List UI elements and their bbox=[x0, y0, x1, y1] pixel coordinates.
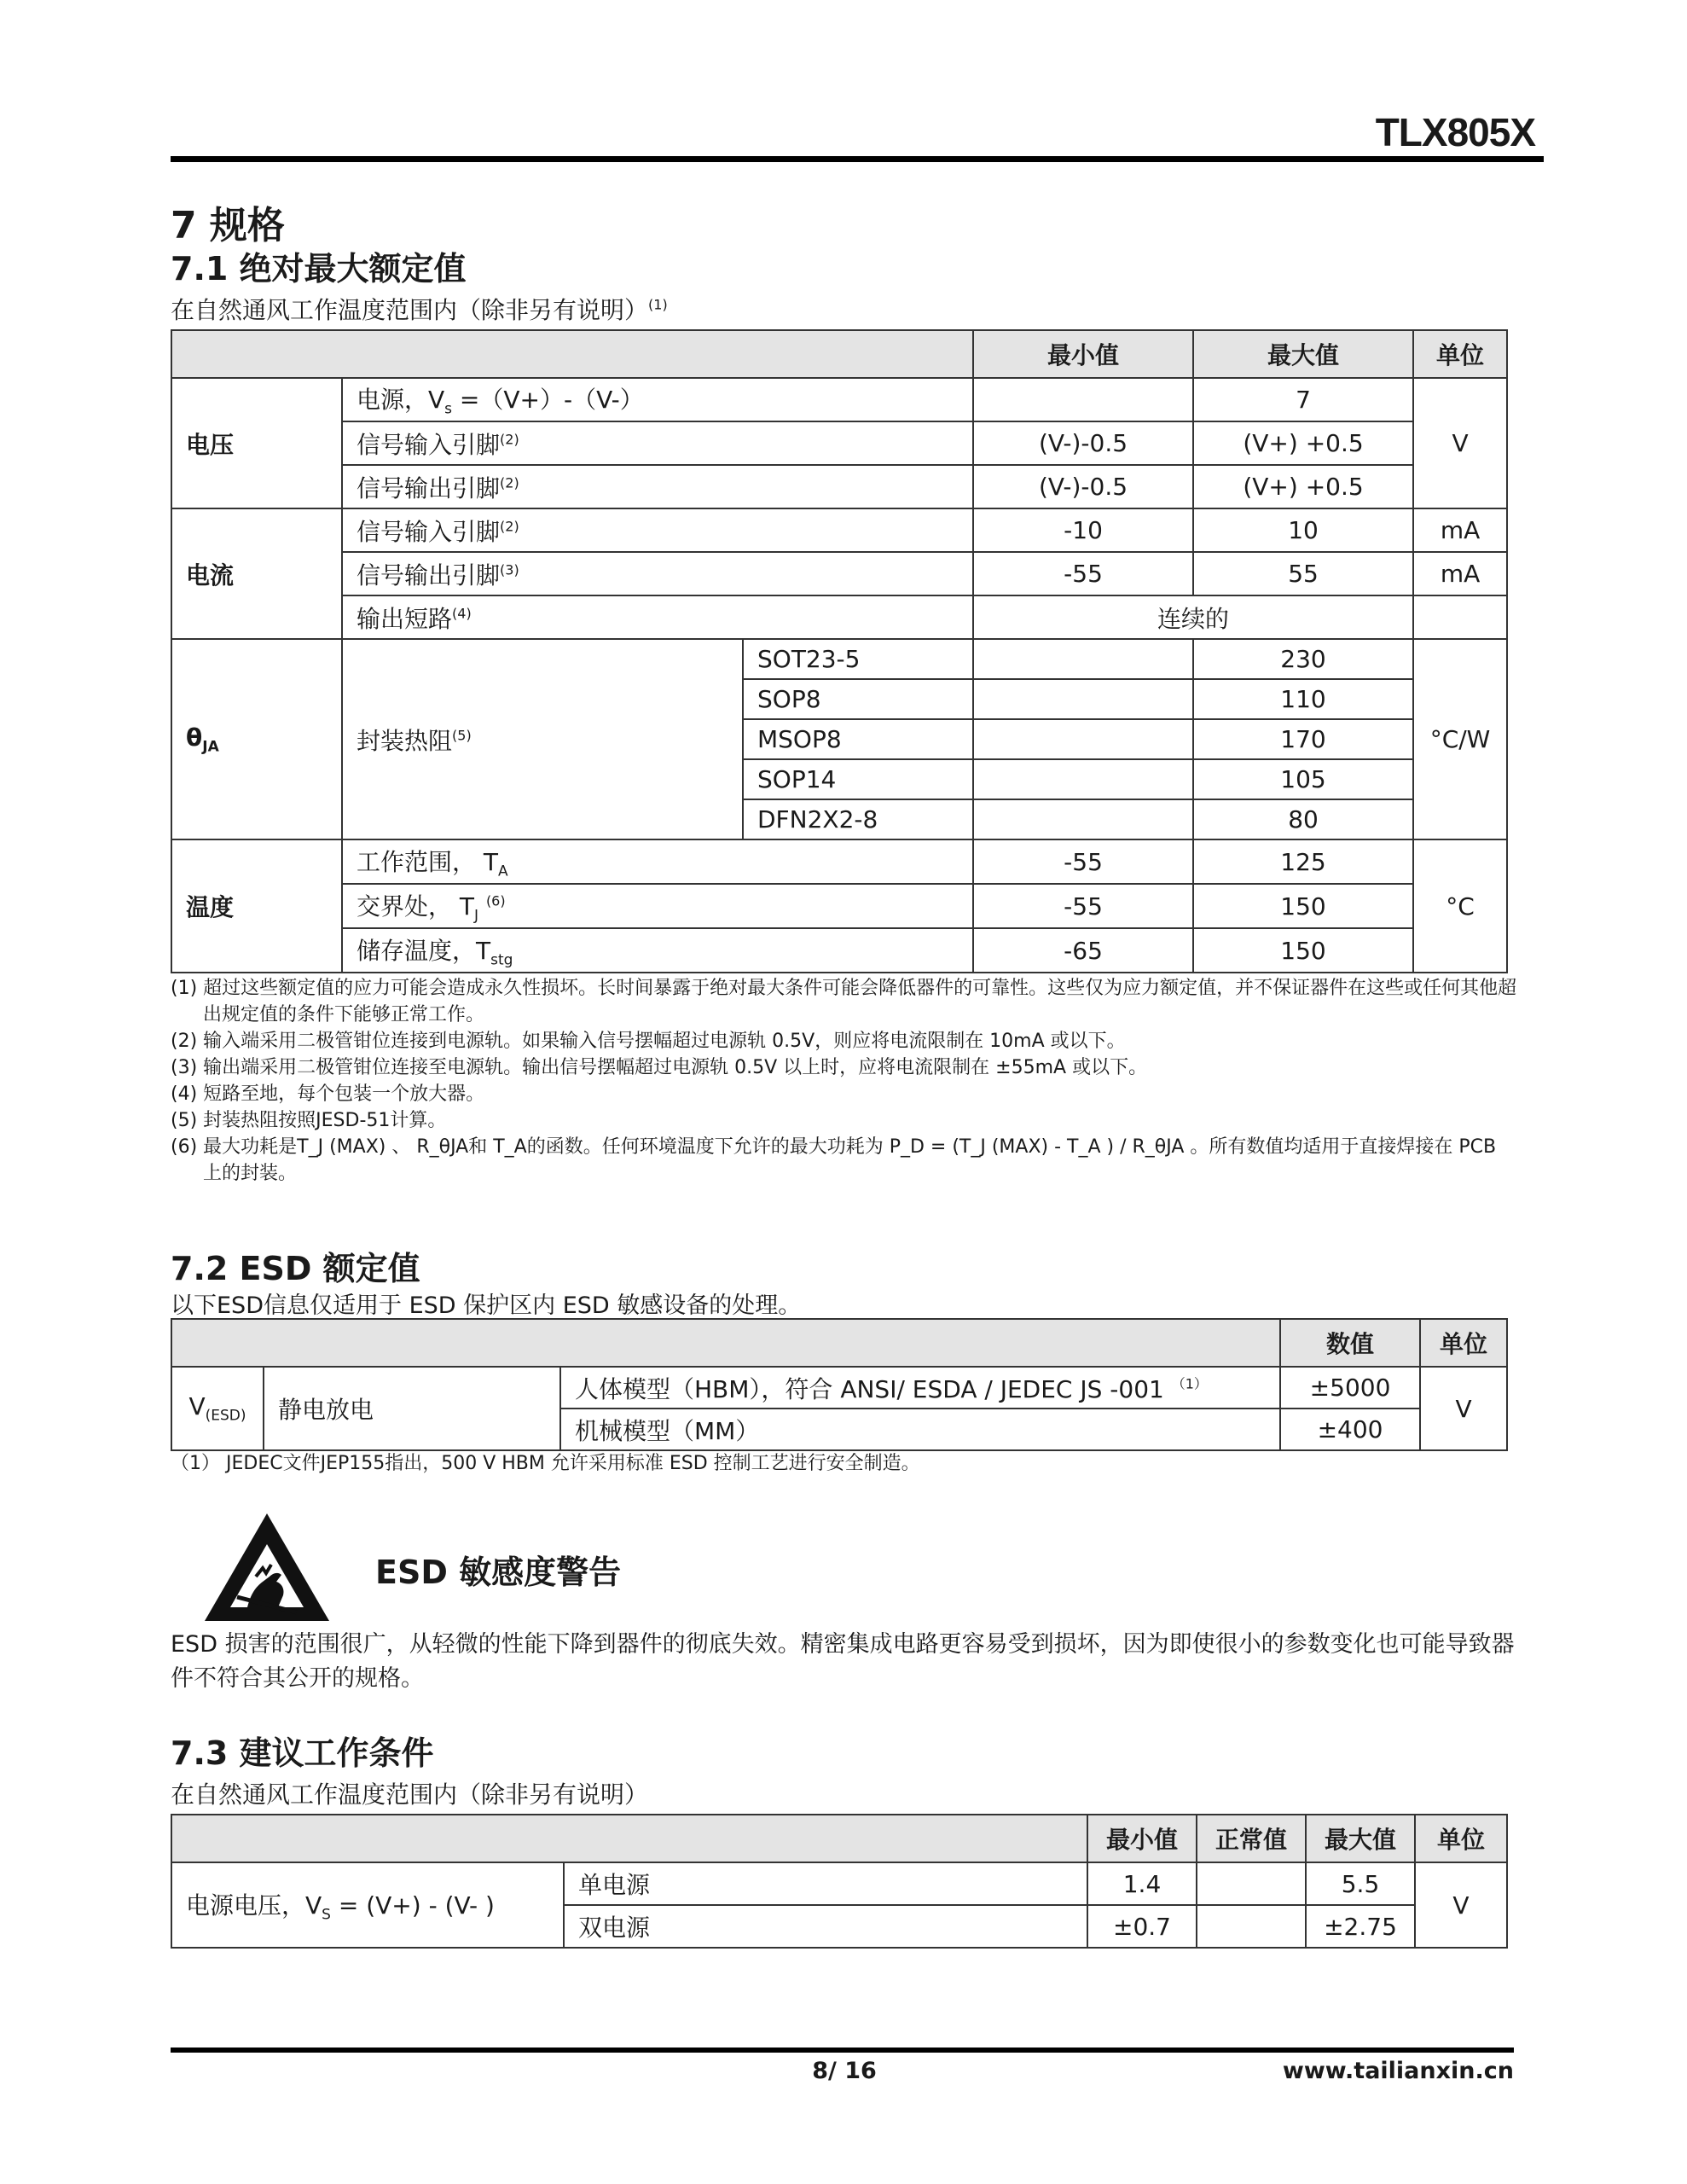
section-7-2-subtitle: 以下ESD信息仅适用于 ESD 保护区内 ESD 敏感设备的处理。 bbox=[171, 1292, 802, 1319]
voltage-unit: V bbox=[1413, 378, 1507, 508]
package-min bbox=[973, 679, 1193, 719]
package-name: SOP14 bbox=[743, 759, 973, 799]
recommended-conditions-table bbox=[171, 1814, 1508, 1949]
voltage-input-min: (V-)-0.5 bbox=[973, 421, 1193, 465]
dual-supply-min: ±0.7 bbox=[1087, 1905, 1197, 1948]
operating-min: -55 bbox=[973, 839, 1193, 884]
package-max: 110 bbox=[1193, 679, 1413, 719]
output-short-value: 连续的 bbox=[973, 595, 1413, 639]
section-7-3-subtitle: 在自然通风工作温度范围内（除非另有说明） bbox=[171, 1780, 649, 1809]
esd-unit: V bbox=[1420, 1367, 1507, 1450]
supply-min bbox=[973, 378, 1193, 421]
esd-header-blank bbox=[171, 1319, 1280, 1367]
esd-model-mm: 机械模型（MM） bbox=[560, 1409, 1280, 1450]
footer-rule bbox=[171, 2048, 1514, 2053]
package-max: 80 bbox=[1193, 799, 1413, 839]
current-input-pin-label: 信号输入引脚$^{(2)}$ bbox=[342, 508, 973, 552]
section-7-2-title: 7.2 ESD 额定值 bbox=[171, 1250, 420, 1287]
section-7-1-title: 7.1 绝对最大额定值 bbox=[171, 250, 467, 288]
current-output-min: -55 bbox=[973, 552, 1193, 595]
current-input-max: 10 bbox=[1193, 508, 1413, 552]
esd-description: 静电放电 bbox=[264, 1367, 560, 1450]
esd-header-unit: 单位 bbox=[1420, 1319, 1507, 1367]
note-5: (5) 封装热阻按照JESD-51计算。 bbox=[171, 1110, 447, 1131]
rec-header-max: 最大值 bbox=[1306, 1815, 1415, 1862]
voltage-input-pin-label: 信号输入引脚$^{(2)}$ bbox=[342, 421, 973, 465]
current-label: 电流 bbox=[171, 508, 342, 639]
rec-header-typ: 正常值 bbox=[1197, 1815, 1306, 1862]
abs-max-notes bbox=[171, 975, 1518, 1187]
esd-model-hbm: 人体模型（HBM），符合 ANSI/ ESDA / JEDEC JS -001 $^{(1)}$ bbox=[560, 1367, 1280, 1409]
package-name: DFN2X2-8 bbox=[743, 799, 973, 839]
current-output-unit: mA bbox=[1413, 552, 1507, 595]
esd-warning-body: ESD 损害的范围很广，从轻微的性能下降到器件的彻底失效。精密集成电路更容易受到损坏，因为即使很小的参数变化也可能导致器件不符合其公开的规格。 bbox=[171, 1631, 1515, 1692]
single-supply-max: 5.5 bbox=[1306, 1862, 1415, 1905]
package-name: SOP8 bbox=[743, 679, 973, 719]
header-unit: 单位 bbox=[1413, 330, 1507, 378]
rec-header-unit: 单位 bbox=[1415, 1815, 1507, 1862]
storage-temp-label: 储存温度，$T_{stg}$ bbox=[342, 928, 973, 973]
current-output-pin-label: 信号输出引脚$^{(3)}$ bbox=[342, 552, 973, 595]
dual-supply-max: ±2.75 bbox=[1306, 1905, 1415, 1948]
section-7-3-title: 7.3 建议工作条件 bbox=[171, 1734, 434, 1772]
header-max: 最大值 bbox=[1193, 330, 1413, 378]
part-number: TLX805X bbox=[1375, 110, 1535, 154]
rec-unit: V bbox=[1415, 1862, 1507, 1948]
theta-ja-label: $\theta_{JA}$ bbox=[171, 639, 342, 839]
header-rule bbox=[171, 156, 1544, 162]
junction-max: 150 bbox=[1193, 884, 1413, 928]
junction-min: -55 bbox=[973, 884, 1193, 928]
package-min bbox=[973, 719, 1193, 759]
voltage-label: 电压 bbox=[171, 378, 342, 508]
single-supply-label: 单电源 bbox=[564, 1862, 1087, 1905]
esd-header-value: 数值 bbox=[1280, 1319, 1420, 1367]
operating-range-label: 工作范围， $T_A$ bbox=[342, 839, 973, 884]
section-7-1-subtitle: 在自然通风工作温度范围内（除非另有说明）$^{(1)}$ bbox=[171, 296, 668, 324]
esd-note: （1） JEDEC文件JEP155指出，500 V HBM 允许采用标准 ESD 控制工艺进行安全制造。 bbox=[171, 1453, 920, 1474]
junction-label: 交界处， $T_J$ $^{(6)}$ bbox=[342, 884, 973, 928]
package-min bbox=[973, 759, 1193, 799]
esd-symbol: $V_{(ESD)}$ bbox=[171, 1367, 264, 1450]
package-max: 170 bbox=[1193, 719, 1413, 759]
package-min bbox=[973, 799, 1193, 839]
note-3: (3) 输出端采用二极管钳位连接至电源轨。输出信号摆幅超过电源轨 0.5V 以上时，应将电流限制在 ±55mA 或以下。 bbox=[171, 1057, 1148, 1078]
esd-warning-icon bbox=[203, 1512, 331, 1623]
website-url[interactable]: www.tailianxin.cn bbox=[1282, 2058, 1514, 2084]
esd-value-mm: ±400 bbox=[1280, 1409, 1420, 1450]
theta-unit: °C/W bbox=[1413, 639, 1507, 839]
supply-voltage-label: 电源，$V_s =(V+)-(V-)$ bbox=[342, 378, 973, 421]
single-supply-min: 1.4 bbox=[1087, 1862, 1197, 1905]
header-min: 最小值 bbox=[973, 330, 1193, 378]
rec-header-blank bbox=[171, 1815, 1087, 1862]
temperature-label: 温度 bbox=[171, 839, 342, 973]
supply-max: 7 bbox=[1193, 378, 1413, 421]
current-input-unit: mA bbox=[1413, 508, 1507, 552]
operating-max: 125 bbox=[1193, 839, 1413, 884]
dual-supply-typ bbox=[1197, 1905, 1306, 1948]
current-input-min: -10 bbox=[973, 508, 1193, 552]
storage-min: -65 bbox=[973, 928, 1193, 973]
package-min bbox=[973, 639, 1193, 679]
current-output-max: 55 bbox=[1193, 552, 1413, 595]
package-max: 230 bbox=[1193, 639, 1413, 679]
storage-max: 150 bbox=[1193, 928, 1413, 973]
dual-supply-label: 双电源 bbox=[564, 1905, 1087, 1948]
output-short-unit bbox=[1413, 595, 1507, 639]
package-name: MSOP8 bbox=[743, 719, 973, 759]
voltage-output-pin-label: 信号输出引脚$^{(2)}$ bbox=[342, 465, 973, 508]
rec-header-min: 最小值 bbox=[1087, 1815, 1197, 1862]
esd-value-hbm: ±5000 bbox=[1280, 1367, 1420, 1409]
note-1: (1) 超过这些额定值的应力可能会造成永久性损坏。长时间暴露于绝对最大条件可能会降低器件的可靠性。这些仅为应力额定值，并不保证器件在这些或任何其他超出规定值的条件下能够正常工作。 bbox=[171, 978, 1517, 1025]
section-7-title: 7 规格 bbox=[171, 204, 285, 247]
single-supply-typ bbox=[1197, 1862, 1306, 1905]
package-max: 105 bbox=[1193, 759, 1413, 799]
supply-voltage-param: 电源电压，$V_S = (V+) - (V-$ ) bbox=[171, 1862, 564, 1948]
voltage-output-max: (V+) +0.5 bbox=[1193, 465, 1413, 508]
note-6: (6) 最大功耗是T_J (MAX) 、 R_θJA和 T_A的函数。任何环境温度下允许的最大功耗为 P_D = (T_J (MAX) - T_A ) / R_θJA 。所有数值均适用于直接焊接在 PCB 上的封装。 bbox=[171, 1136, 1497, 1184]
thermal-resistance-label: 封装热阻$^{(5)}$ bbox=[342, 639, 743, 839]
note-4: (4) 短路至地，每个包装一个放大器。 bbox=[171, 1083, 485, 1105]
voltage-input-max: (V+) +0.5 bbox=[1193, 421, 1413, 465]
page-number: 8/ 16 bbox=[812, 2058, 877, 2084]
package-name: SOT23-5 bbox=[743, 639, 973, 679]
output-short-label: 输出短路$^{(4)}$ bbox=[342, 595, 973, 639]
abs-max-table bbox=[171, 329, 1508, 973]
header-blank bbox=[171, 330, 973, 378]
temperature-unit: °C bbox=[1413, 839, 1507, 973]
voltage-output-min: (V-)-0.5 bbox=[973, 465, 1193, 508]
esd-warning-title: ESD 敏感度警告 bbox=[375, 1554, 622, 1591]
esd-ratings-table bbox=[171, 1318, 1508, 1451]
note-2: (2) 输入端采用二极管钳位连接到电源轨。如果输入信号摆幅超过电源轨 0.5V，则应将电流限制在 10mA 或以下。 bbox=[171, 1031, 1126, 1052]
